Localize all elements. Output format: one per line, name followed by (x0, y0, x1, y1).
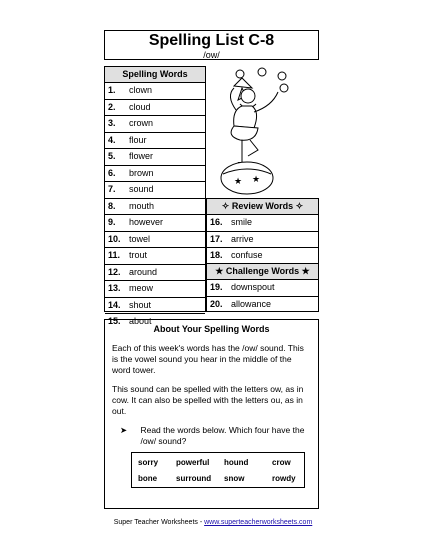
word-number: 11. (108, 250, 121, 260)
word-number: 19. (210, 282, 223, 292)
word-text: downspout (231, 282, 275, 292)
word-row (207, 297, 318, 313)
arrow-bullet-icon: ➤ (120, 425, 128, 435)
spelling-words-box (104, 66, 206, 326)
table-cell: crow (272, 458, 291, 467)
word-text: trout (129, 250, 148, 260)
svg-text:★: ★ (234, 176, 243, 186)
word-row (105, 83, 205, 100)
review-words-box (206, 198, 319, 264)
instruction-text: Read the words below. Which four have the /ow/ sound? (140, 425, 305, 446)
word-text: shout (129, 299, 152, 310)
word-text: clown (129, 85, 153, 95)
spelling-words-header: Spelling Words (105, 67, 205, 83)
word-number: 14. (108, 299, 121, 310)
word-number: 13. (108, 283, 121, 293)
word-row (105, 281, 205, 298)
word-text: brown (129, 167, 154, 178)
word-number: 3. (108, 118, 116, 128)
word-number: 16. (210, 217, 223, 227)
table-cell: hound (224, 458, 249, 467)
word-number: 9. (108, 217, 116, 227)
word-number: 1. (108, 85, 116, 95)
word-row (105, 182, 205, 199)
word-number: 12. (108, 266, 121, 277)
table-cell: bone (138, 474, 158, 483)
word-number: 20. (210, 298, 223, 309)
word-row (207, 215, 318, 232)
word-text: about (129, 316, 152, 326)
page-subtitle: /ow/ (203, 50, 220, 60)
challenge-words-box (206, 264, 319, 312)
page-title: Spelling List C-8 (148, 32, 275, 49)
table-cell: powerful (176, 458, 210, 467)
word-number: 10. (108, 233, 121, 244)
juggling-ball-icon (278, 72, 286, 80)
word-text: however (129, 217, 164, 227)
circus-ball (221, 162, 273, 194)
word-row (105, 100, 205, 117)
word-text: around (129, 266, 158, 277)
title-box (104, 30, 319, 60)
word-text: cloud (129, 101, 151, 112)
word-text: crown (129, 118, 154, 128)
word-row (207, 248, 318, 264)
svg-text:★: ★ (252, 174, 261, 184)
juggling-ball-icon (236, 70, 244, 78)
word-text: confuse (231, 250, 263, 260)
juggling-ball-icon (280, 84, 288, 92)
footer-link[interactable]: www.superteacherworksheets.com (204, 519, 313, 526)
word-row (207, 232, 318, 249)
word-number: 4. (108, 134, 116, 145)
word-number: 15. (108, 316, 121, 326)
word-row (105, 116, 205, 133)
word-row (105, 265, 205, 282)
footer-text: Super Teacher Worksheets - (113, 519, 205, 526)
word-number: 7. (108, 184, 116, 194)
review-words-header: ✧ Review Words ✧ (207, 199, 318, 215)
word-number: 6. (108, 167, 116, 178)
footer (88, 519, 338, 526)
word-row (105, 133, 205, 150)
word-text: smile (231, 217, 253, 227)
juggling-clown-illustration (212, 66, 317, 196)
word-text: towel (129, 233, 151, 244)
word-number: 18. (210, 250, 223, 260)
word-row (207, 280, 318, 297)
word-number: 2. (108, 101, 116, 112)
juggling-ball-icon (258, 68, 266, 76)
challenge-words-header: ★ Challenge Words ★ (207, 264, 318, 280)
word-text: meow (129, 283, 154, 293)
about-title: About Your Spelling Words (153, 324, 270, 334)
word-number: 5. (108, 151, 116, 161)
table-cell: sorry (138, 458, 159, 467)
word-table (131, 452, 305, 488)
word-text: mouth (129, 200, 155, 211)
word-row (105, 215, 205, 232)
word-text: flour (129, 134, 147, 145)
table-cell: snow (224, 474, 245, 483)
about-paragraph-2: This sound can be spelled with the letters ow, as in cow. It can also be spelled with the letters ou, as in out. (112, 384, 304, 416)
word-row (105, 199, 205, 216)
word-row (105, 166, 205, 183)
table-cell: rowdy (272, 474, 296, 483)
word-row (105, 298, 205, 315)
about-paragraph-1: Each of this week's words has the /ow/ sound. This is the vowel sound you hear in the middle of the word tower. (112, 343, 304, 375)
word-number: 8. (108, 200, 116, 211)
word-text: flower (129, 151, 154, 161)
table-cell: surround (176, 474, 212, 483)
instruction (112, 425, 311, 447)
word-text: allowance (231, 298, 272, 309)
about-box (104, 319, 319, 509)
word-row (105, 248, 205, 265)
word-text: sound (129, 184, 154, 194)
word-row (105, 232, 205, 249)
word-number: 17. (210, 233, 223, 244)
word-text: arrive (231, 233, 254, 244)
word-row (105, 149, 205, 166)
